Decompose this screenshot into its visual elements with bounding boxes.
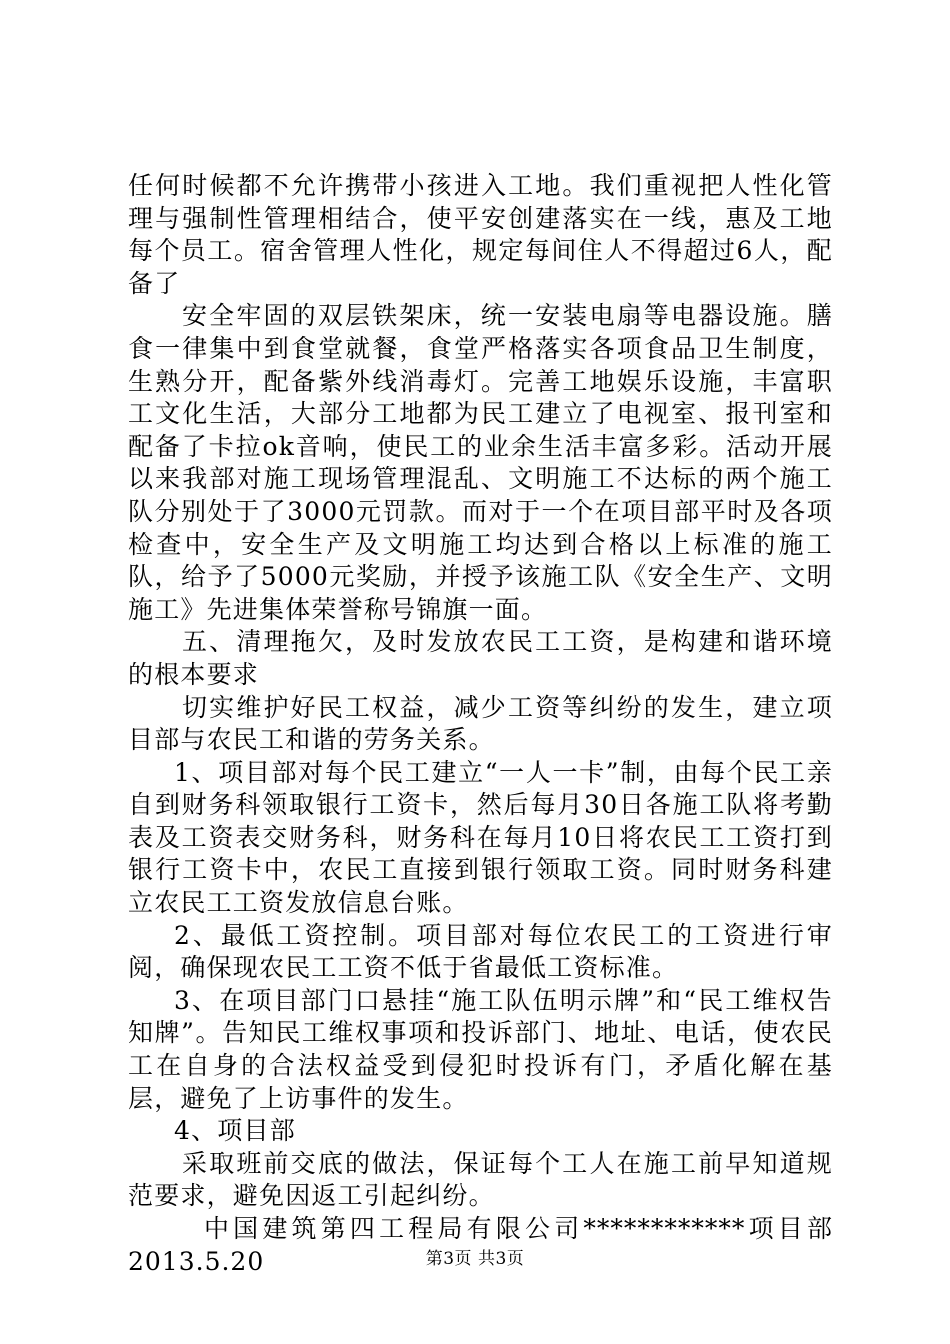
section-heading-5: 五、清理拖欠，及时发放农民工工资，是构建和谐环境的根本要求	[128, 627, 833, 689]
list-item-2: 2、最低工资控制。项目部对每位农民工的工资进行审阅，确保现农民工工资不低于省最低工资标准。	[128, 920, 833, 983]
list-item-4: 4、项目部	[174, 1116, 296, 1146]
list-item-1: 1、项目部对每个民工建立“一人一卡”制，由每个民工亲自到财务科领取银行工资卡，然后每月30日各施工队将考勤表及工资表交财务科，财务科在每月10日将农民工工资打到银行工资卡中，农民工直接到银行领取工资。同时财务科建立农民工工资发放信息台账。	[128, 757, 833, 918]
document-date: 2013.5.20	[128, 1246, 265, 1276]
paragraph-3: 切实维护好民工权益，减少工资等纠纷的发生，建立项目部与农民工和谐的劳务关系。	[128, 692, 833, 755]
page-footer: 第3页 共3页	[425, 1249, 525, 1269]
paragraph-4: 采取班前交底的做法，保证每个工人在施工前早知道规范要求，避免因返工引起纠纷。	[128, 1148, 833, 1211]
list-item-3: 3、在项目部门口悬挂“施工队伍明示牌”和“民工维权告知牌”。告知民工维权事项和投诉部门、地址、电话，使农民工在自身的合法权益受到侵犯时投诉有门，矛盾化解在基层，避免了上访事件的发生。	[128, 985, 833, 1113]
paragraph-2: 安全牢固的双层铁架床，统一安装电扇等电器设施。膳食一律集中到食堂就餐，食堂严格落实各项食品卫生制度，生熟分开，配备紫外线消毒灯。完善工地娱乐设施，丰富职工文化生活，大部分工地都为民工建立了电视室、报刊室和配备了卡拉ok音响，使民工的业余生活丰富多彩。活动开展以来我部对施工现场管理混乱、文明施工不达标的两个施工队分别处于了3000元罚款。而对于一个在项目部平时及各项检查中，安全生产及文明施工均达到合格以上标准的施工队，给予了5000元奖励，并授予该施工队《安全生产、文明施工》先进集体荣誉称号锦旗一面。	[128, 301, 833, 624]
document-body	[128, 170, 833, 1278]
signature: 中国建筑第四工程局有限公司************项目部	[204, 1214, 833, 1243]
paragraph-1: 任何时候都不允许携带小孩进入工地。我们重视把人性化管理与强制性管理相结合，使平安创建落实在一线，惠及工地每个员工。宿舍管理人性化，规定每间住人不得超过6人，配备了	[128, 171, 833, 298]
